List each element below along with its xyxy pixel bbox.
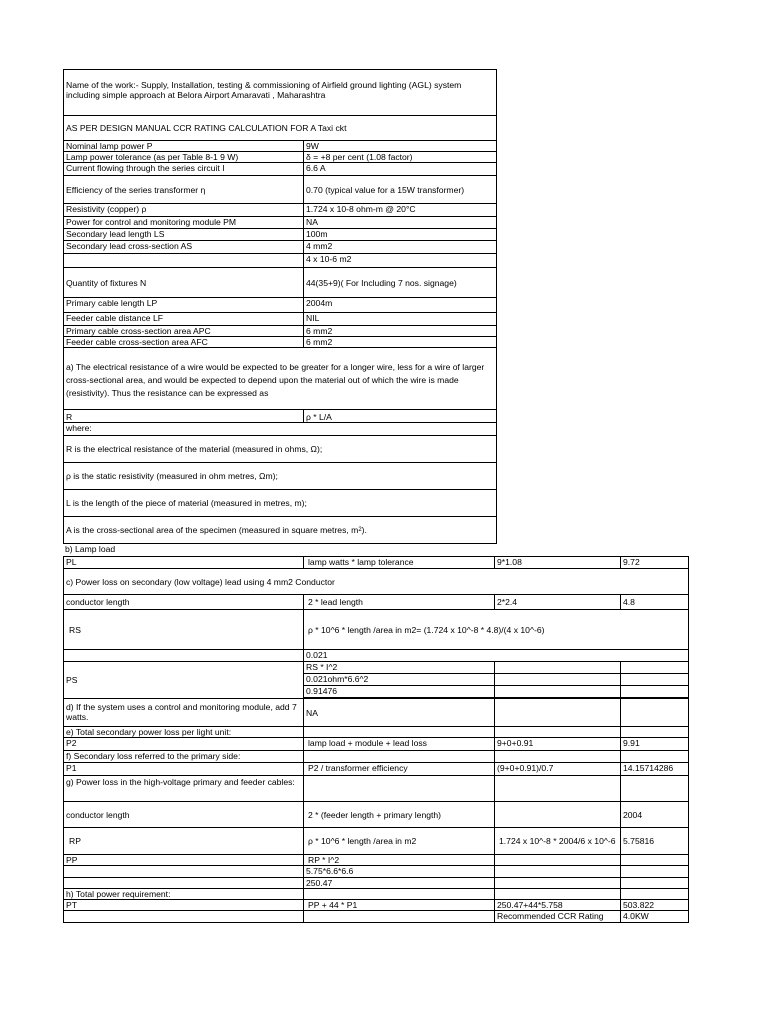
param-value: 1.724 x 10-8 ohm-m @ 20°C xyxy=(304,204,497,217)
param-value: 44(35+9)( For Including 7 nos. signage) xyxy=(304,268,497,298)
pt-result: 503.822 xyxy=(621,900,689,911)
blank-cell xyxy=(621,866,689,878)
r-formula: ρ * L/A xyxy=(304,410,497,423)
section-f-title: f) Secondary loss referred to the primary side: xyxy=(63,751,304,763)
rs-value: 0.021 xyxy=(304,650,689,662)
pl-label: PL xyxy=(63,556,304,569)
definition-a-text: A is the cross-sectional area of the specimen (measured in square metres, m xyxy=(66,525,359,535)
p1-result: 14.15714286 xyxy=(621,763,689,776)
definition-a xyxy=(63,517,497,544)
blank-cell xyxy=(621,686,689,698)
ccr-rating-label: Recommended CCR Rating xyxy=(495,911,621,923)
blank-cell xyxy=(495,751,621,763)
param-value: 9W xyxy=(304,141,497,152)
conductor-length-formula: 2 * lead length xyxy=(304,595,495,610)
param-label: Feeder cable distance LF xyxy=(63,313,304,326)
param-label: Resistivity (copper) ρ xyxy=(63,204,304,217)
pp-formula: RP * I^2 xyxy=(304,855,495,866)
blank-cell xyxy=(495,727,621,738)
module-value: NA xyxy=(304,698,495,727)
blank-cell xyxy=(304,727,495,738)
p1-label: P1 xyxy=(63,763,304,776)
param-label: Lamp power tolerance (as per Table 8-1 9 W) xyxy=(63,152,304,163)
param-value: 6.6 A xyxy=(304,163,497,176)
section-d-title: d) If the system uses a control and monitoring module, add 7 watts. xyxy=(63,698,304,727)
blank-cell xyxy=(304,889,495,900)
where-label: where: xyxy=(63,423,497,436)
blank-cell xyxy=(621,878,689,889)
param-label: Current flowing through the series circuit I xyxy=(63,163,304,176)
blank-cell xyxy=(621,855,689,866)
blank-cell xyxy=(621,776,689,802)
definition-rho: ρ is the static resistivity (measured in ohm metres, Ωm); xyxy=(63,463,497,490)
pl-calc: 9*1.08 xyxy=(495,556,621,569)
ps-formula: RS * I^2 xyxy=(304,662,495,674)
blank-cell xyxy=(621,698,689,727)
primary-conductor-length-label: conductor length xyxy=(63,802,304,828)
p2-label: P2 xyxy=(63,738,304,751)
param-label: Nominal lamp power P xyxy=(63,141,304,152)
blank-cell xyxy=(495,855,621,866)
design-title: AS PER DESIGN MANUAL CCR RATING CALCULATION FOR A Taxi ckt xyxy=(66,123,347,133)
primary-conductor-length-formula: 2 * (feeder length + primary length) xyxy=(304,802,495,828)
pp-step: 5.75*6.6*6.6 xyxy=(304,866,495,878)
p2-formula: lamp load + module + lead loss xyxy=(304,738,495,751)
p1-calc: (9+0+0.91)/0.7 xyxy=(495,763,621,776)
blank-cell xyxy=(621,889,689,900)
param-value: 2004m xyxy=(304,298,497,313)
work-name: Name of the work:- Supply, Installation, testing & commissioning of Airfield ground lighting (AGL) system including simple approach at Belora Airport Amaravati , Maharashtra xyxy=(66,80,462,100)
conductor-length-calc: 2*2.4 xyxy=(495,595,621,610)
pl-result: 9.72 xyxy=(621,556,689,569)
blank-cell xyxy=(495,686,621,698)
param-label: Primary cable cross-section area APC xyxy=(63,326,304,337)
pt-formula: PP + 44 * P1 xyxy=(304,900,495,911)
rp-result: 5.75816 xyxy=(621,828,689,855)
design-title-cell xyxy=(63,116,497,141)
pl-formula: lamp watts * lamp tolerance xyxy=(304,556,495,569)
definition-a-end: ). xyxy=(361,525,367,535)
ccr-rating-value: 4.0KW xyxy=(621,911,689,923)
rp-calc: 1.724 x 10^-8 * 2004/6 x 10^-6 xyxy=(495,828,621,855)
blank-cell xyxy=(63,650,304,662)
param-label: Efficiency of the series transformer η xyxy=(63,176,304,204)
param-value: NA xyxy=(304,217,497,229)
blank-cell xyxy=(63,878,304,889)
pt-label: PT xyxy=(63,900,304,911)
blank-cell xyxy=(621,662,689,674)
blank-cell xyxy=(304,911,495,923)
blank-cell xyxy=(495,866,621,878)
pp-value: 250.47 xyxy=(304,878,495,889)
param-label xyxy=(63,254,304,268)
definition-a-superscript: 2 xyxy=(358,527,362,533)
param-label: Power for control and monitoring module PM xyxy=(63,217,304,229)
blank-cell xyxy=(495,662,621,674)
r-label: R xyxy=(63,410,304,423)
definition-l: L is the length of the piece of material (measured in metres, m); xyxy=(63,490,497,517)
blank-cell xyxy=(63,866,304,878)
param-value: 4 mm2 xyxy=(304,241,497,254)
section-e-title: e) Total secondary power loss per light unit: xyxy=(63,727,304,738)
param-value: 100m xyxy=(304,229,497,241)
blank-cell xyxy=(304,776,495,802)
param-value: 4 x 10-6 m2 xyxy=(304,254,497,268)
blank-cell xyxy=(304,751,495,763)
pt-calc: 250.47+44*5.758 xyxy=(495,900,621,911)
p2-calc: 9+0+0.91 xyxy=(495,738,621,751)
blank-cell xyxy=(495,889,621,900)
pp-label: PP xyxy=(63,855,304,866)
param-value: δ = +8 per cent (1.08 factor) xyxy=(304,152,497,163)
param-label: Feeder cable cross-section area AFC xyxy=(63,337,304,348)
resistance-intro: a) The electrical resistance of a wire would be expected to be greater for a longer wire, less for a wire of larger cross-sectional area, and would be expected to depend upon the material out of which the wire is made (resistivity). Thus the resistance can be expressed as xyxy=(63,348,497,410)
param-value: NIL xyxy=(304,313,497,326)
blank-cell xyxy=(495,674,621,686)
blank-cell xyxy=(621,751,689,763)
ps-step: 0.021ohm*6.6^2 xyxy=(304,674,495,686)
work-name-cell xyxy=(63,69,497,116)
section-b-title: b) Lamp load xyxy=(65,544,116,554)
section-h-title: h) Total power requirement: xyxy=(63,889,304,900)
p1-formula: P2 / transformer efficiency xyxy=(304,763,495,776)
param-label: Secondary lead cross-section AS xyxy=(63,241,304,254)
ps-value: 0.91476 xyxy=(304,686,495,698)
param-label: Primary cable length LP xyxy=(63,298,304,313)
conductor-length-result: 4.8 xyxy=(621,595,689,610)
param-label: Secondary lead length LS xyxy=(63,229,304,241)
blank-cell xyxy=(495,802,621,828)
definition-r: R is the electrical resistance of the material (measured in ohms, Ω); xyxy=(63,436,497,463)
ps-label: PS xyxy=(63,662,304,698)
rs-formula: ρ * 10^6 * length /area in m2= (1.724 x 10^-8 * 4.8)/(4 x 10^-6) xyxy=(304,610,689,650)
blank-cell xyxy=(495,878,621,889)
blank-cell xyxy=(63,911,304,923)
p2-result: 9.91 xyxy=(621,738,689,751)
param-value: 0.70 (typical value for a 15W transformer) xyxy=(304,176,497,204)
blank-cell xyxy=(495,776,621,802)
param-value: 6 mm2 xyxy=(304,337,497,348)
conductor-length-label: conductor length xyxy=(63,595,304,610)
rs-label: RS xyxy=(63,610,304,650)
blank-cell xyxy=(621,727,689,738)
primary-conductor-length-result: 2004 xyxy=(621,802,689,828)
blank-cell xyxy=(495,698,621,727)
rp-formula: ρ * 10^6 * length /area in m2 xyxy=(304,828,495,855)
blank-cell xyxy=(621,674,689,686)
param-label: Quantity of fixtures N xyxy=(63,268,304,298)
rp-label: RP xyxy=(63,828,304,855)
section-c-title: c) Power loss on secondary (low voltage) lead using 4 mm2 Conductor xyxy=(63,569,689,595)
param-value: 6 mm2 xyxy=(304,326,497,337)
section-g-title: g) Power loss in the high-voltage primary and feeder cables: xyxy=(63,776,304,802)
